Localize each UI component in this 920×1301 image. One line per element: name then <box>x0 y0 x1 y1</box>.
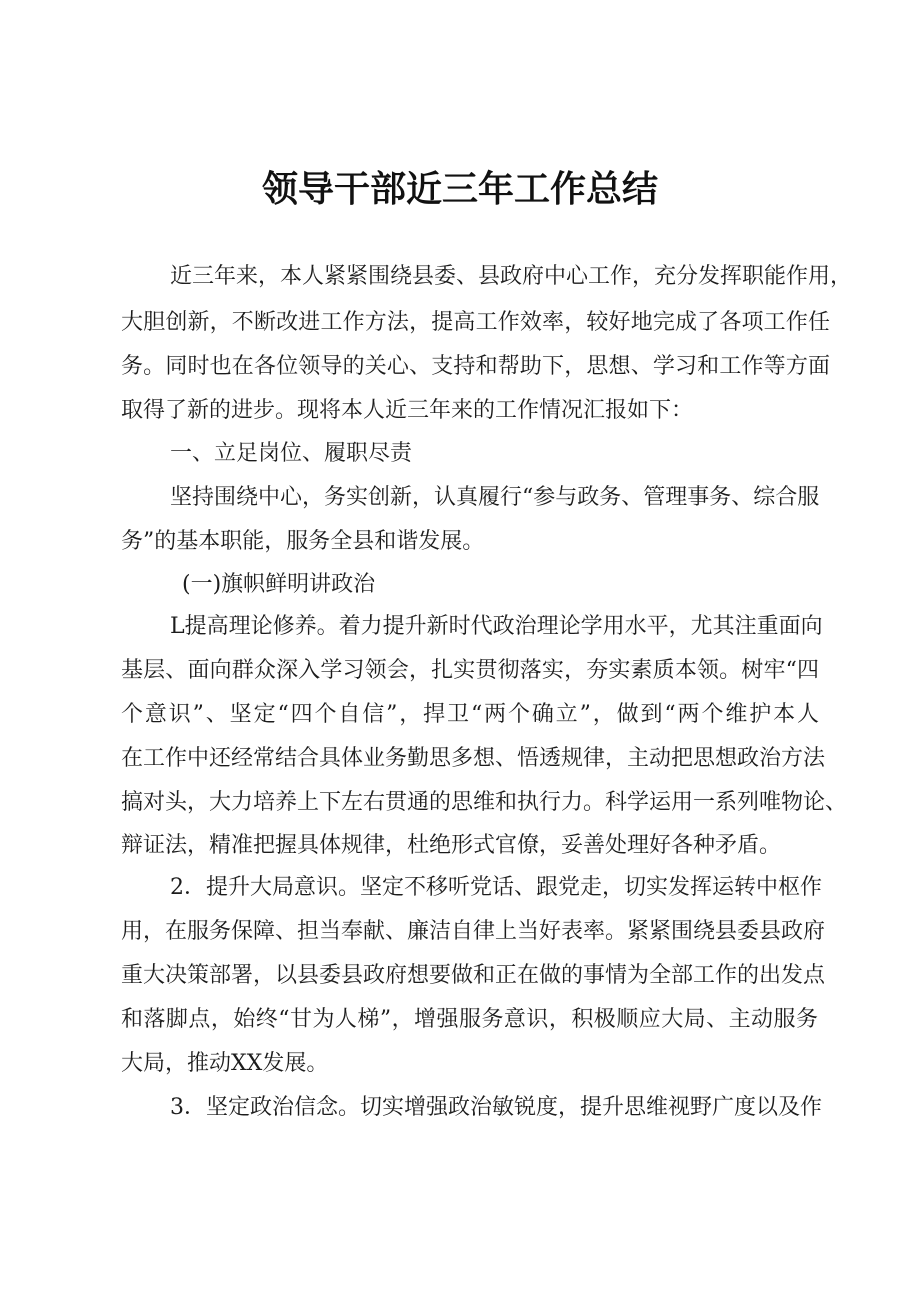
section-heading: 一、立足岗位、履职尽责 <box>170 441 413 466</box>
paragraph-line: 大胆创新，不断改进工作方法，提高工作效率，较好地完成了各项工作任 <box>121 310 830 335</box>
paragraph-line: 取得了新的进步。现将本人近三年来的工作情况汇报如下： <box>121 398 694 423</box>
paragraph-line: 务。同时也在各位领导的关心、支持和帮助下，思想、学习和工作等方面 <box>121 354 830 379</box>
paragraph-line: 大局，推动XX发展。 <box>121 1051 329 1076</box>
paragraph-line: 2．提升大局意识。坚定不移听党话、跟党走，切实发挥运转中枢作 <box>170 875 822 900</box>
paragraph-line: 辩证法，精准把握具体规律，杜绝形式官僚，妥善处理好各种矛盾。 <box>121 833 782 858</box>
paragraph-line: 用，在服务保障、担当奉献、廉洁自律上当好表率。紧紧围绕县委县政府 <box>121 919 826 944</box>
paragraph-line: 在工作中还经常结合具体业务勤思多想、悟透规律，主动把思想政治方法 <box>121 746 826 771</box>
paragraph-line: 个意识”、坚定“四个自信”，捍卫“两个确立”，做到“两个维护本人 <box>121 702 819 727</box>
paragraph-line: 基层、面向群众深入学习领会，扎实贯彻落实，夯实素质本领。树牢“四 <box>121 658 819 683</box>
paragraph-line: 坚持围绕中心，务实创新，认真履行“参与政务、管理事务、综合服 <box>170 485 820 510</box>
document-title: 领导干部近三年工作总结 <box>261 169 658 210</box>
paragraph-line: 3．坚定政治信念。切实增强政治敏锐度，提升思维视野广度以及作 <box>170 1095 822 1120</box>
subsection-heading: (一)旗帜鲜明讲政治 <box>182 572 376 597</box>
paragraph-line: 务”的基本职能，服务全县和谐发展。 <box>121 529 485 554</box>
paragraph-line: 重大决策部署，以县委县政府想要做和正在做的事情为全部工作的出发点 <box>121 963 826 988</box>
paragraph-line: 近三年来，本人紧紧围绕县委、县政府中心工作，充分发挥职能作用， <box>170 264 853 289</box>
paragraph-line: 搞对头，大力培养上下左右贯通的思维和执行力。科学运用一系列唯物论、 <box>121 790 848 815</box>
paragraph-line: 和落脚点，始终“甘为人梯”，增强服务意识，积极顺应大局、主动服务 <box>121 1007 818 1032</box>
paragraph-line: L提高理论修养。着力提升新时代政治理论学用水平，尤其注重面向 <box>170 614 823 639</box>
